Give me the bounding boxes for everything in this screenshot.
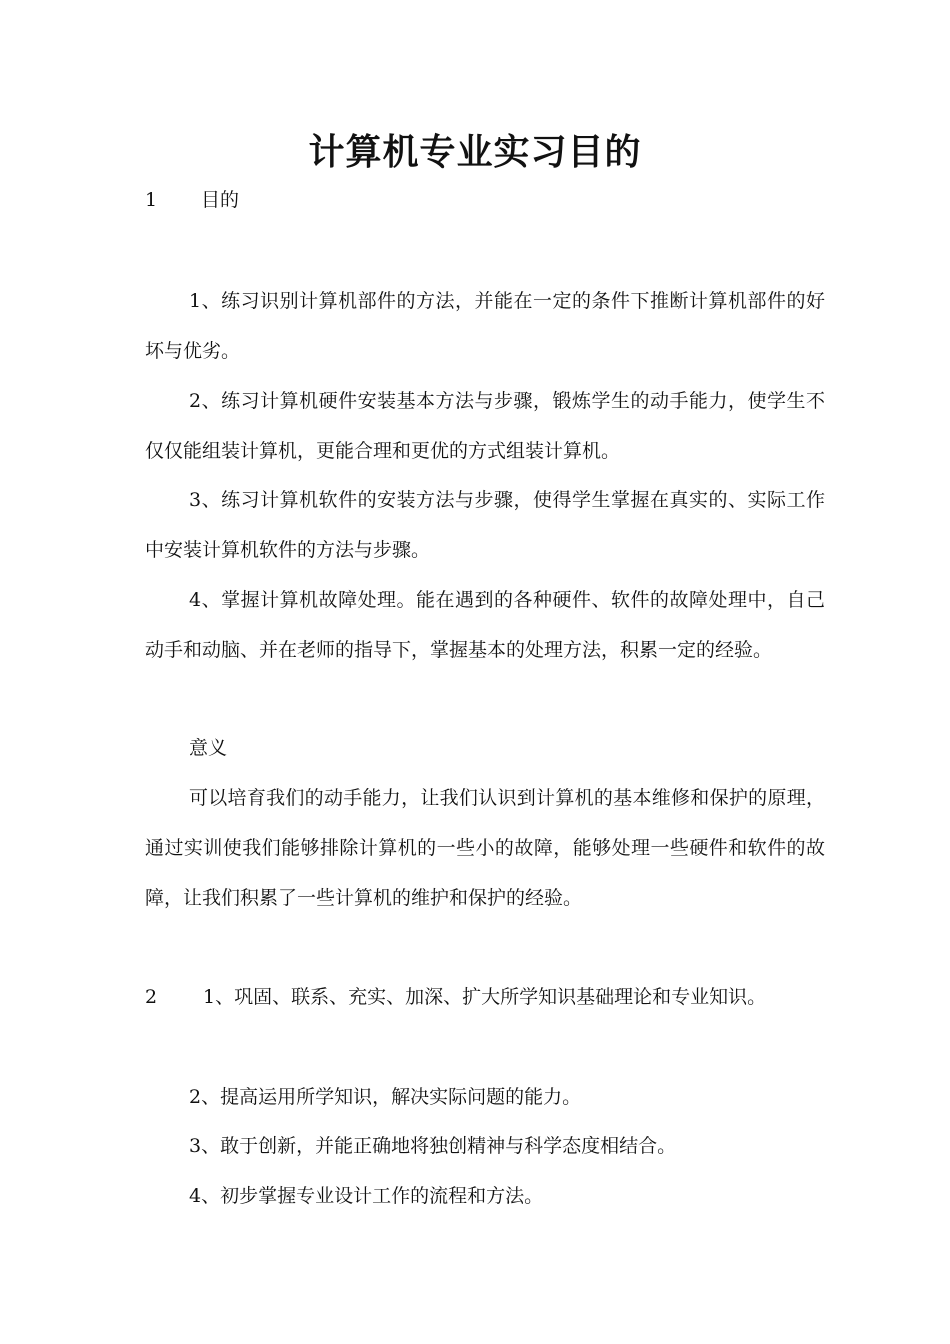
section-1-item-4: 4、掌握计算机故障处理。能在遇到的各种硬件、软件的故障处理中，自己动手和动脑、并在老师的指导下，掌握基本的处理方法，积累一定的经验。: [145, 589, 825, 661]
section-2-first-item: [145, 972, 825, 1022]
section-1-item-2: 2、练习计算机硬件安装基本方法与步骤，锻炼学生的动手能力，使学生不仅仅能组装计算机，更能合理和更优的方式组装计算机。: [145, 390, 825, 462]
section-1-item-3: 3、练习计算机软件的安装方法与步骤，使得学生掌握在真实的、实际工作中安装计算机软件的方法与步骤。: [145, 489, 825, 561]
meaning-heading: 意义: [189, 737, 228, 759]
section-2-item-4: 4、初步掌握专业设计工作的流程和方法。: [189, 1185, 544, 1207]
meaning-paragraph: 可以培育我们的动手能力，让我们认识到计算机的基本维修和保护的原理，通过实训使我们能够排除计算机的一些小的故障，能够处理一些硬件和软件的故障，让我们积累了一些计算机的维护和保护的经验。: [145, 787, 825, 909]
section-1-heading: [145, 185, 239, 215]
section-2-item-1: 1、巩固、联系、充实、加深、扩大所学知识基础理论和专业知识。: [203, 986, 767, 1008]
section-2-item-2: 2、提高运用所学知识，解决实际问题的能力。: [189, 1086, 582, 1108]
section-1-item-1: 1、练习识别计算机部件的方法，并能在一定的条件下推断计算机部件的好坏与优劣。: [145, 290, 825, 362]
page-title: 计算机专业实习目的: [308, 132, 642, 173]
section-2-item-3: 3、敢于创新，并能正确地将独创精神与科学态度相结合。: [189, 1135, 677, 1157]
section-2-number: 2: [145, 986, 158, 1008]
section-1-number: 1: [145, 189, 158, 211]
section-1-title: 目的: [201, 189, 240, 211]
